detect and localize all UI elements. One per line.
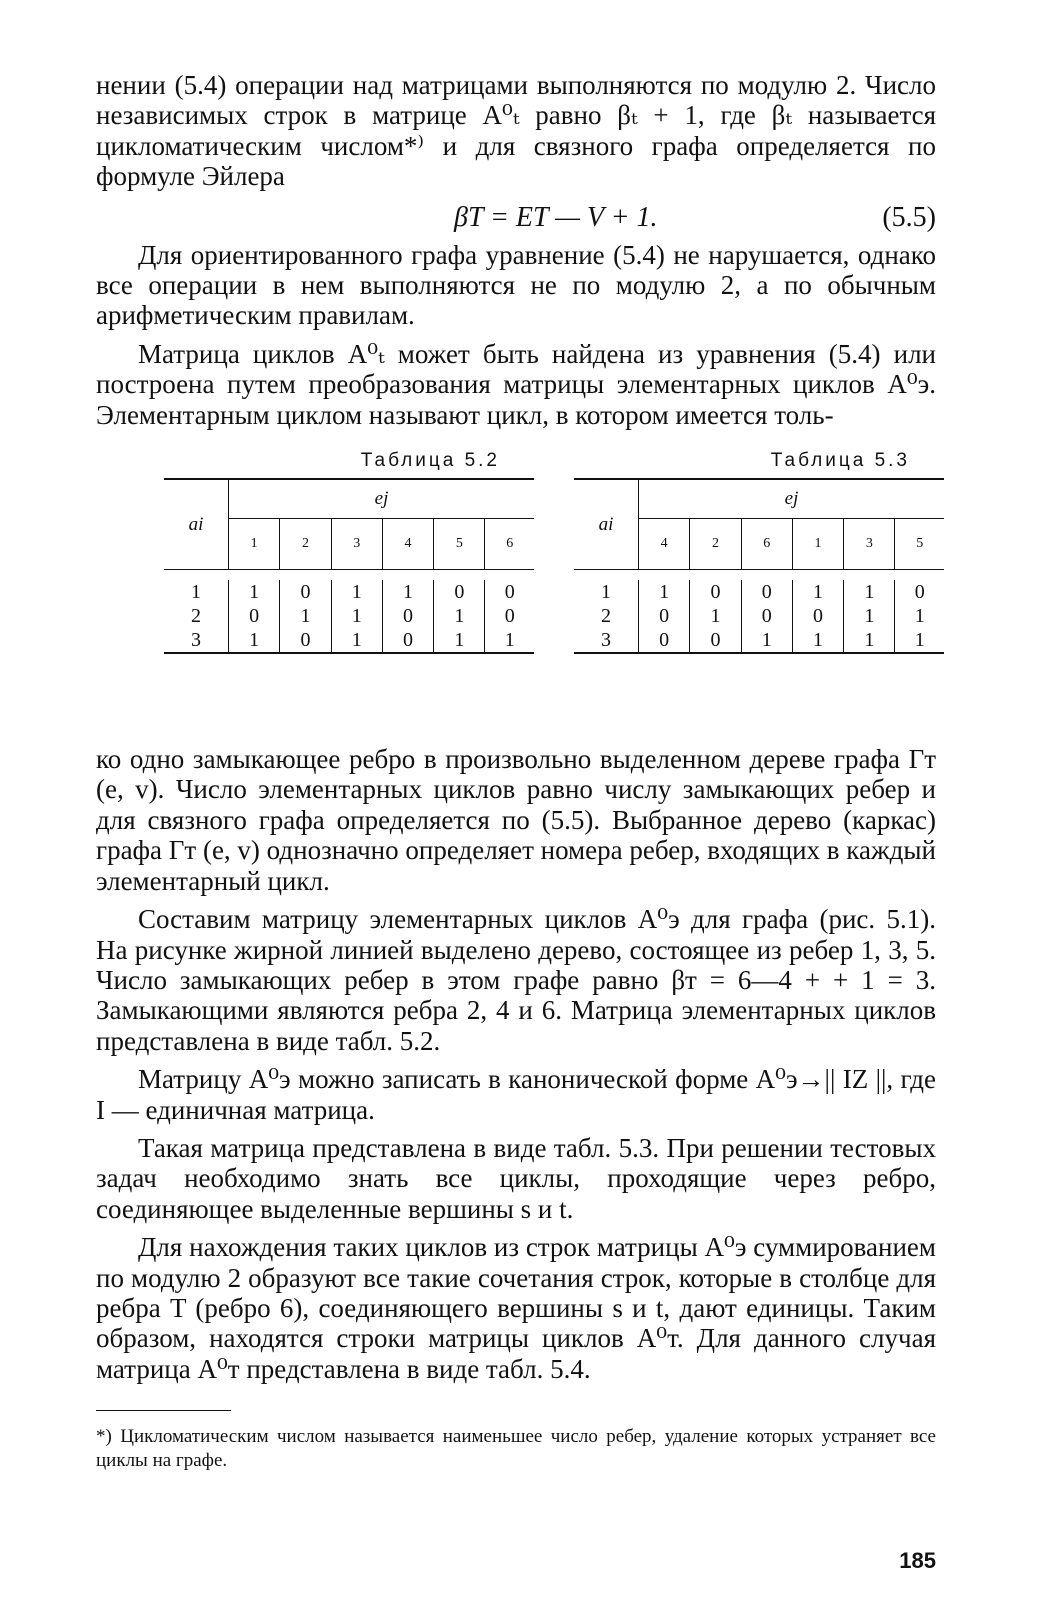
paragraph-4: ко одно замыкающее ребро в произвольно выделенном дереве графа Гт (e, v). Число элементарных циклов равно числу замыкающих ребер и для связного графа определяется по (5.5). Выбранное дерево (каркас) графа Гт (e, v) однозначно определяет номера ребер, входящих в каждый элементарный цикл. bbox=[96, 744, 936, 896]
cell: 1 bbox=[229, 628, 280, 653]
tables-row bbox=[96, 444, 936, 744]
page-body bbox=[96, 70, 936, 1573]
euler-formula bbox=[96, 196, 936, 240]
cell: 1 bbox=[639, 580, 690, 604]
cell: 0 bbox=[639, 604, 690, 628]
cell: 1 bbox=[741, 628, 792, 653]
cell: 1 bbox=[382, 580, 433, 604]
column-header: 2 bbox=[280, 519, 331, 570]
row-label: 2 bbox=[164, 604, 229, 628]
row-label: 1 bbox=[574, 580, 639, 604]
paragraph-2: Для ориентированного графа уравнение (5.4) не нарушается, однако все операции в нем выполняются не по модулю 2, а по обычным арифметическим правилам. bbox=[96, 239, 936, 331]
row-label: 3 bbox=[574, 628, 639, 653]
cell: 0 bbox=[280, 580, 331, 604]
cell: 1 bbox=[229, 580, 280, 604]
cell: 0 bbox=[382, 604, 433, 628]
cell: 1 bbox=[914, 604, 925, 627]
cell: 0 bbox=[741, 604, 792, 628]
cell: 0 bbox=[914, 580, 925, 603]
table-5-2 bbox=[164, 444, 534, 654]
cell: 1 bbox=[434, 604, 485, 628]
table-row bbox=[164, 580, 534, 604]
cell: 1 bbox=[914, 628, 925, 651]
table-row bbox=[574, 580, 944, 604]
row-header: ai bbox=[164, 479, 229, 570]
cell: 1 bbox=[844, 604, 895, 628]
table-row bbox=[574, 628, 944, 653]
cell: 1 bbox=[504, 628, 515, 651]
column-header: 2 bbox=[690, 519, 741, 570]
column-header: 4 bbox=[639, 519, 690, 570]
row-header: ai bbox=[574, 479, 639, 570]
column-header: 4 bbox=[382, 519, 433, 570]
table-row bbox=[574, 604, 944, 628]
paragraph-3: Матрица циклов A⁰ₜ может быть найдена из уравнения (5.4) или построена путем преобразования матрицы элементарных циклов A⁰э. Элементарным циклом называют цикл, в котором имеется толь- bbox=[96, 338, 936, 430]
column-header: 3 bbox=[331, 519, 382, 570]
column-header: 5 bbox=[434, 519, 485, 570]
footnote-divider bbox=[96, 1410, 231, 1411]
cell: 1 bbox=[280, 604, 331, 628]
cell: 1 bbox=[844, 628, 895, 653]
table-row bbox=[164, 604, 534, 628]
cell: 0 bbox=[792, 604, 843, 628]
cell: 0 bbox=[690, 628, 741, 653]
cell: 0 bbox=[504, 604, 515, 627]
column-group-header: ej bbox=[639, 479, 945, 519]
cell: 0 bbox=[690, 580, 741, 604]
formula-number: (5.5) bbox=[882, 201, 936, 233]
table-caption: Таблица 5.3 bbox=[770, 450, 910, 472]
column-header: 3 bbox=[844, 519, 895, 570]
table-caption: Таблица 5.2 bbox=[360, 450, 500, 472]
cell: 1 bbox=[690, 604, 741, 628]
table-grid bbox=[574, 478, 944, 654]
footnote: *) Цикломатическим числом называется наименьшее число ребер, удаление которых устраняет все циклы на графе. bbox=[96, 1426, 936, 1472]
column-group-header: ej bbox=[229, 479, 535, 519]
table-row bbox=[164, 628, 534, 653]
column-header: 1 bbox=[229, 519, 280, 570]
table-5-3 bbox=[574, 444, 944, 654]
cell: 0 bbox=[280, 628, 331, 653]
cell: 0 bbox=[434, 580, 485, 604]
cell: 0 bbox=[639, 628, 690, 653]
cell: 0 bbox=[741, 580, 792, 604]
cell: 0 bbox=[382, 628, 433, 653]
cell: 1 bbox=[331, 604, 382, 628]
paragraph-7: Такая матрица представлена в виде табл. 5.3. При решении тестовых задач необходимо знать все циклы, проходящие через ребро, соединяющее выделенные вершины s и t. bbox=[96, 1132, 936, 1224]
column-header: 1 bbox=[792, 519, 843, 570]
page-number: 185 bbox=[899, 1548, 936, 1573]
formula-expression: βT = ET — V + 1. bbox=[454, 201, 658, 233]
column-header: 5 bbox=[916, 536, 924, 552]
column-header: 6 bbox=[741, 519, 792, 570]
paragraph-1: нении (5.4) операции над матрицами выполняются по модулю 2. Число независимых строк в матрице A⁰ₜ равно βₜ + 1, где βₜ называется цикломатическим числом*⁾ и для связного графа определяется по формуле Эйлера bbox=[96, 70, 936, 192]
cell: 1 bbox=[331, 580, 382, 604]
cell: 1 bbox=[792, 580, 843, 604]
cell: 1 bbox=[331, 628, 382, 653]
paragraph-6: Матрицу A⁰э можно записать в канонической форме A⁰э→|| IZ ||, где I — единичная матрица. bbox=[96, 1064, 936, 1125]
column-header: 6 bbox=[506, 536, 514, 552]
paragraph-8: Для нахождения таких циклов из строк матрицы A⁰э суммированием по модулю 2 образуют все такие сочетания строк, которые в столбце для ребра T (ребро 6), соединяющего вершины s и t, дают единицы. Таким образом, находятся строки матрицы циклов A⁰т. Для данного случая матрица A⁰т представлена в виде табл. 5.4. bbox=[96, 1232, 936, 1384]
cell: 1 bbox=[792, 628, 843, 653]
row-label: 2 bbox=[574, 604, 639, 628]
paragraph-5: Составим матрицу элементарных циклов A⁰э для графа (рис. 5.1). На рисунке жирной линией выделено дерево, состоящее из ребер 1, 3, 5. Число замыкающих ребер в этом графе равно βт = 6—4 + + 1 = 3. Замыкающими являются ребра 2, 4 и 6. Матрица элементарных циклов представлена в виде табл. 5.2. bbox=[96, 904, 936, 1056]
table-grid bbox=[164, 478, 534, 654]
row-label: 3 bbox=[164, 628, 229, 653]
row-label: 1 bbox=[164, 580, 229, 604]
cell: 1 bbox=[844, 580, 895, 604]
cell: 0 bbox=[229, 604, 280, 628]
cell: 0 bbox=[504, 580, 515, 603]
cell: 1 bbox=[434, 628, 485, 653]
